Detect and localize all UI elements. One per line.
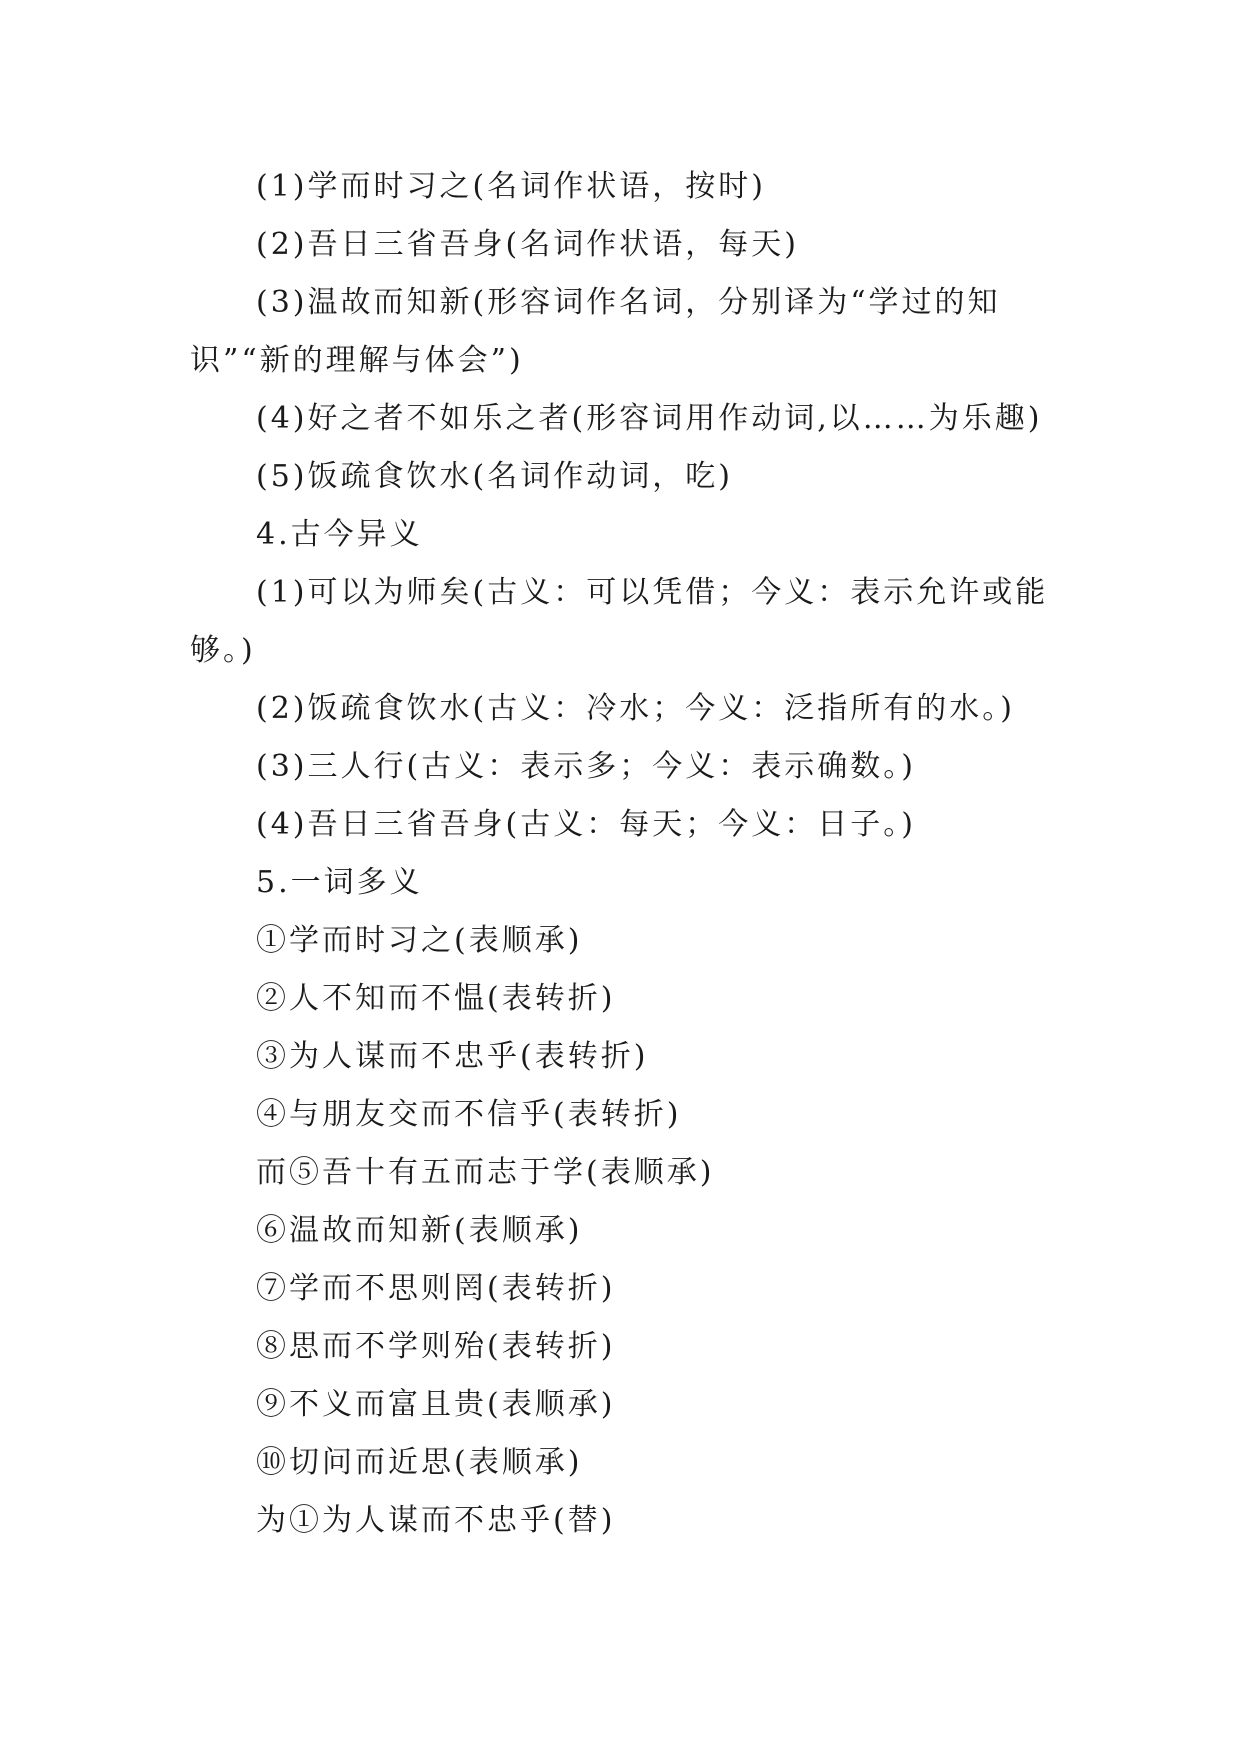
document-body: [190, 158, 1070, 1550]
list-item: ⑧思而不学则殆(表转折): [256, 1329, 616, 1364]
paragraph: (2)吾日三省吾身(名词作状语，每天): [256, 227, 799, 262]
section-heading: 5.一词多义: [256, 865, 423, 900]
list-item: ⑦学而不思则罔(表转折): [256, 1271, 616, 1306]
list-item: ⑥温故而知新(表顺承): [256, 1213, 583, 1248]
list-item: 而⑤吾十有五而志于学(表顺承): [256, 1155, 715, 1190]
paragraph: (1)可以为师矣(古义：可以凭借；今义：表示允许或能够。): [190, 575, 1049, 668]
section-heading: 4.古今异义: [256, 517, 423, 552]
paragraph: (5)饭疏食饮水(名词作动词，吃): [256, 459, 733, 494]
paragraph: (1)学而时习之(名词作状语，按时): [256, 169, 766, 204]
paragraph: (3)温故而知新(形容词作名词，分别译为“学过的知识”“新的理解与体会”): [190, 285, 1001, 378]
list-item: ②人不知而不愠(表转折): [256, 981, 616, 1016]
list-item: ⑩切问而近思(表顺承): [256, 1445, 583, 1480]
paragraph: (3)三人行(古义：表示多；今义：表示确数。): [256, 749, 916, 784]
paragraph: (2)饭疏食饮水(古义：冷水；今义：泛指所有的水。): [256, 691, 1015, 726]
paragraph: (4)好之者不如乐之者(形容词用作动词,以……为乐趣): [256, 401, 1043, 436]
list-item: ④与朋友交而不信乎(表转折): [256, 1097, 682, 1132]
list-item: 为①为人谋而不忠乎(替): [256, 1503, 616, 1538]
list-item: ③为人谋而不忠乎(表转折): [256, 1039, 649, 1074]
list-item: ⑨不义而富且贵(表顺承): [256, 1387, 616, 1422]
list-item: ①学而时习之(表顺承): [256, 923, 583, 958]
paragraph: (4)吾日三省吾身(古义：每天；今义：日子。): [256, 807, 916, 842]
